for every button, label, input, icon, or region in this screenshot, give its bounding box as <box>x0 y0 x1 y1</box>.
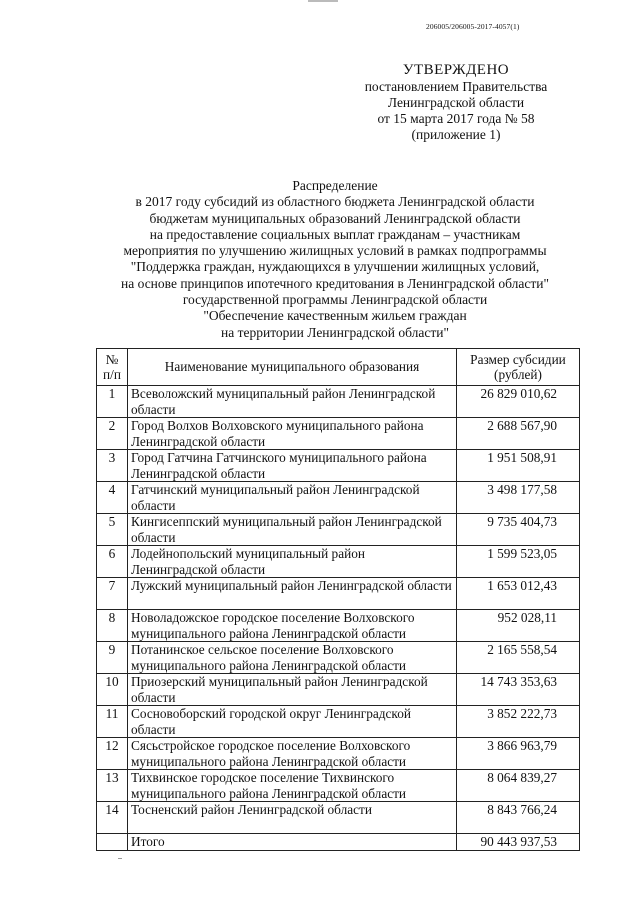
table-row <box>97 642 580 674</box>
row-name: Город Волхов Волховского муниципального района Ленинградской области <box>128 418 457 450</box>
row-amount: 3 852 222,73 <box>457 706 580 738</box>
approval-stamp <box>356 62 556 143</box>
table-body <box>97 386 580 834</box>
row-amount: 8 843 766,24 <box>457 802 580 834</box>
table-row <box>97 706 580 738</box>
table-row <box>97 610 580 642</box>
row-name: Потанинское сельское поселение Волховского муниципального района Ленинградской области <box>128 642 457 674</box>
row-name: Сясьстройское городское поселение Волховского муниципального района Ленинградской области <box>128 738 457 770</box>
row-number: 10 <box>97 674 128 706</box>
row-number: 2 <box>97 418 128 450</box>
approval-line: Ленинградской области <box>387 95 525 110</box>
row-name: Приозерский муниципальный район Ленинградской области <box>128 674 457 706</box>
header-name: Наименование муниципального образования <box>128 349 457 386</box>
row-amount: 2 688 567,90 <box>457 418 580 450</box>
heading-line: на основе принципов ипотечного кредитования в Ленинградской области" <box>121 275 549 291</box>
heading-line: в 2017 году субсидий из областного бюджета Ленинградской области <box>135 194 535 210</box>
table-row <box>97 386 580 418</box>
row-number: 11 <box>97 706 128 738</box>
heading-line: на территории Ленинградской области" <box>221 324 449 340</box>
row-name: Лужский муниципальный район Ленинградской области <box>128 578 457 610</box>
row-amount: 14 743 353,63 <box>457 674 580 706</box>
row-number: 9 <box>97 642 128 674</box>
row-number: 14 <box>97 802 128 834</box>
row-amount: 3 498 177,58 <box>457 482 580 514</box>
header-num: № п/п <box>97 349 128 386</box>
table-header-row <box>97 349 580 386</box>
table-row <box>97 482 580 514</box>
heading-line: государственной программы Ленинградской области <box>182 292 488 308</box>
row-name: Лодейнопольский муниципальный район Ленинградской области <box>128 546 457 578</box>
row-name: Тосненский район Ленинградской области <box>128 802 457 834</box>
row-amount: 8 064 839,27 <box>457 770 580 802</box>
heading-line: "Обеспечение качественным жильем граждан <box>203 308 467 324</box>
table-row <box>97 802 580 834</box>
table-row <box>97 450 580 482</box>
row-amount: 2 165 558,54 <box>457 642 580 674</box>
table-row <box>97 770 580 802</box>
row-name: Город Гатчина Гатчинского муниципального района Ленинградской области <box>128 450 457 482</box>
approval-title: УТВЕРЖДЕНО <box>402 62 510 78</box>
heading-line: мероприятия по улучшению жилищных условий в рамках подпрограммы <box>123 243 547 259</box>
row-amount: 9 735 404,73 <box>457 514 580 546</box>
row-name: Сосновоборский городской округ Ленинградской области <box>128 706 457 738</box>
scan-artifact <box>308 0 338 2</box>
total-label: Итого <box>128 834 457 851</box>
table-row <box>97 674 580 706</box>
table-row <box>97 578 580 610</box>
approval-line: от 15 марта 2017 года № 58 <box>377 111 535 126</box>
approval-line: (приложение 1) <box>411 127 501 142</box>
heading-line: "Поддержка граждан, нуждающихся в улучшении жилищных условий, <box>130 259 540 275</box>
scan-artifact <box>118 858 122 859</box>
table-row <box>97 738 580 770</box>
row-amount: 1 951 508,91 <box>457 450 580 482</box>
row-name: Всеволожский муниципальный район Ленинградской области <box>128 386 457 418</box>
heading-title: Распределение <box>292 178 378 193</box>
row-name: Тихвинское городское поселение Тихвинского муниципального района Ленинградской области <box>128 770 457 802</box>
row-name: Кингисеппский муниципальный район Ленинградской области <box>128 514 457 546</box>
row-amount: 1 653 012,43 <box>457 578 580 610</box>
row-number: 7 <box>97 578 128 610</box>
row-amount: 3 866 963,79 <box>457 738 580 770</box>
row-number: 4 <box>97 482 128 514</box>
row-number: 6 <box>97 546 128 578</box>
total-amount: 90 443 937,53 <box>457 834 580 851</box>
row-amount: 1 599 523,05 <box>457 546 580 578</box>
row-amount: 26 829 010,62 <box>457 386 580 418</box>
table-row <box>97 418 580 450</box>
table-row <box>97 514 580 546</box>
row-name: Гатчинский муниципальный район Ленинградской области <box>128 482 457 514</box>
row-amount: 952 028,11 <box>457 610 580 642</box>
row-number: 13 <box>97 770 128 802</box>
row-number: 3 <box>97 450 128 482</box>
row-number: 8 <box>97 610 128 642</box>
row-number: 12 <box>97 738 128 770</box>
header-amount: Размер субсидии (рублей) <box>457 349 580 386</box>
table-row <box>97 546 580 578</box>
heading-line: бюджетам муниципальных образований Ленинградской области <box>149 210 521 226</box>
total-row <box>97 834 580 851</box>
heading-line: на предоставление социальных выплат гражданам – участникам <box>149 226 521 242</box>
row-number: 5 <box>97 514 128 546</box>
approval-line: постановлением Правительства <box>364 79 548 94</box>
subsidy-table <box>96 348 580 851</box>
row-number: 1 <box>97 386 128 418</box>
document-id: 206005/206005-2017-4057(1) <box>426 22 520 31</box>
row-name: Новоладожское городское поселение Волховского муниципального района Ленинградской области <box>128 610 457 642</box>
document-heading <box>90 178 580 341</box>
total-num-cell <box>97 834 128 851</box>
